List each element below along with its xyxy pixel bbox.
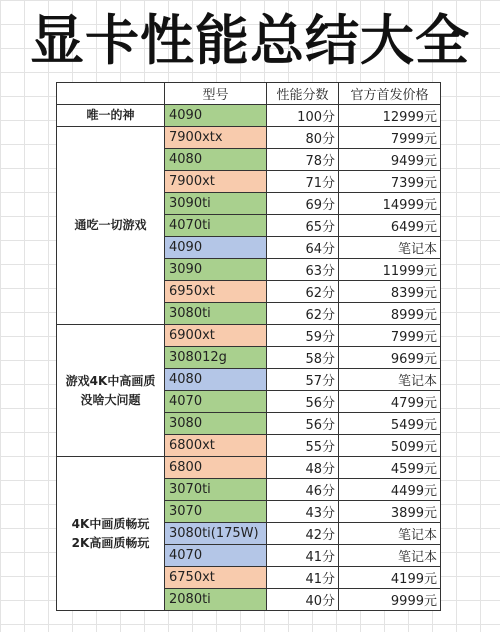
category-cell (57, 127, 165, 325)
category-cell (57, 457, 165, 611)
price-cell: 笔记本 (339, 523, 441, 545)
table-row (57, 457, 441, 479)
score-cell: 59分 (267, 325, 339, 347)
price-cell: 5099元 (339, 435, 441, 457)
category-cell (57, 105, 165, 127)
score-cell: 57分 (267, 369, 339, 391)
score-cell: 46分 (267, 479, 339, 501)
price-cell: 7999元 (339, 325, 441, 347)
header-category (57, 83, 165, 105)
category-label: 4K中画质畅玩 (71, 516, 150, 531)
model-cell: 308012g (165, 347, 267, 369)
price-cell: 4199元 (339, 567, 441, 589)
score-cell: 71分 (267, 171, 339, 193)
score-cell: 41分 (267, 545, 339, 567)
score-cell: 40分 (267, 589, 339, 611)
model-cell: 6750xt (165, 567, 267, 589)
model-cell: 3070 (165, 501, 267, 523)
category-label: 游戏4K中高画质 (65, 373, 156, 388)
score-cell: 69分 (267, 193, 339, 215)
header-price: 官方首发价格 (339, 83, 441, 105)
price-cell: 3899元 (339, 501, 441, 523)
price-cell: 14999元 (339, 193, 441, 215)
gpu-performance-table (56, 82, 441, 611)
model-cell: 3080ti (165, 303, 267, 325)
price-cell: 6499元 (339, 215, 441, 237)
header-row (57, 83, 441, 105)
score-cell: 62分 (267, 303, 339, 325)
price-cell: 7399元 (339, 171, 441, 193)
score-cell: 100分 (267, 105, 339, 127)
score-cell: 58分 (267, 347, 339, 369)
category-label: 唯一的神 (86, 108, 135, 122)
model-cell: 4070 (165, 391, 267, 413)
price-cell: 4599元 (339, 457, 441, 479)
price-cell: 笔记本 (339, 369, 441, 391)
score-cell: 56分 (267, 391, 339, 413)
category-label: 通吃一切游戏 (74, 218, 147, 232)
model-cell: 2080ti (165, 589, 267, 611)
table-body (57, 105, 441, 611)
price-cell: 12999元 (339, 105, 441, 127)
score-cell: 63分 (267, 259, 339, 281)
score-cell: 64分 (267, 237, 339, 259)
price-cell: 9999元 (339, 589, 441, 611)
model-cell: 3090ti (165, 193, 267, 215)
score-cell: 62分 (267, 281, 339, 303)
model-cell: 7900xt (165, 171, 267, 193)
score-cell: 41分 (267, 567, 339, 589)
model-cell: 4090 (165, 237, 267, 259)
category-label: 2K高画质畅玩 (71, 535, 150, 550)
model-cell: 7900xtx (165, 127, 267, 149)
header-model: 型号 (165, 83, 267, 105)
price-cell: 9499元 (339, 149, 441, 171)
gpu-table-container (56, 82, 440, 611)
price-cell: 11999元 (339, 259, 441, 281)
price-cell: 8999元 (339, 303, 441, 325)
category-label: 没啥大问题 (80, 392, 141, 407)
score-cell: 65分 (267, 215, 339, 237)
model-cell: 6800xt (165, 435, 267, 457)
model-cell: 6950xt (165, 281, 267, 303)
model-cell: 3090 (165, 259, 267, 281)
header-score: 性能分数 (267, 83, 339, 105)
price-cell: 7999元 (339, 127, 441, 149)
score-cell: 56分 (267, 413, 339, 435)
table-row (57, 105, 441, 127)
model-cell: 4080 (165, 149, 267, 171)
table-row (57, 127, 441, 149)
model-cell: 6800 (165, 457, 267, 479)
model-cell: 3070ti (165, 479, 267, 501)
price-cell: 4799元 (339, 391, 441, 413)
score-cell: 48分 (267, 457, 339, 479)
model-cell: 3080 (165, 413, 267, 435)
model-cell: 4090 (165, 105, 267, 127)
price-cell: 5499元 (339, 413, 441, 435)
model-cell: 4070ti (165, 215, 267, 237)
score-cell: 78分 (267, 149, 339, 171)
score-cell: 80分 (267, 127, 339, 149)
model-cell: 6900xt (165, 325, 267, 347)
model-cell: 3080ti(175W) (165, 523, 267, 545)
price-cell: 笔记本 (339, 237, 441, 259)
table-row (57, 325, 441, 347)
price-cell: 笔记本 (339, 545, 441, 567)
price-cell: 4499元 (339, 479, 441, 501)
score-cell: 43分 (267, 501, 339, 523)
model-cell: 4080 (165, 369, 267, 391)
price-cell: 9699元 (339, 347, 441, 369)
page-title: 显卡性能总结大全 (30, 9, 470, 72)
category-cell (57, 325, 165, 457)
score-cell: 42分 (267, 523, 339, 545)
model-cell: 4070 (165, 545, 267, 567)
score-cell: 55分 (267, 435, 339, 457)
price-cell: 8399元 (339, 281, 441, 303)
